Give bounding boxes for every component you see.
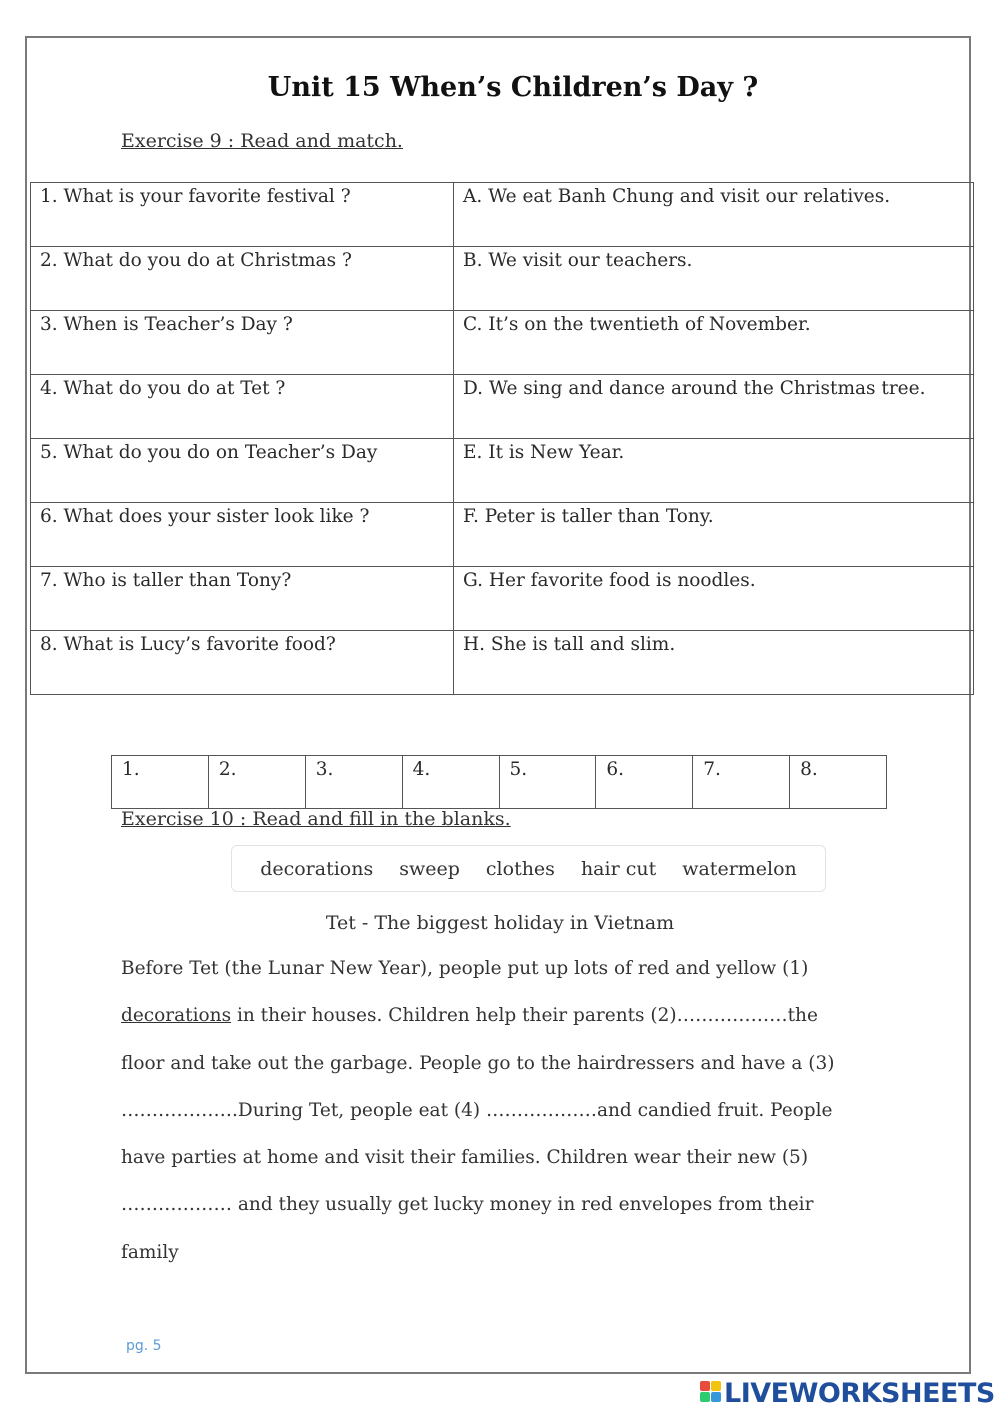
question-cell: 6. What does your sister look like ? <box>31 503 454 567</box>
answer-input-5[interactable]: 5. <box>499 756 596 809</box>
page-title: Unit 15 When’s Children’s Day ? <box>267 72 759 103</box>
match-table <box>30 182 974 695</box>
word-bank <box>231 845 826 892</box>
question-cell: 5. What do you do on Teacher’s Day <box>31 439 454 503</box>
answer-input-1[interactable]: 1. <box>112 756 209 809</box>
answer-input-6[interactable]: 6. <box>596 756 693 809</box>
word-bank-item: hair cut <box>580 857 657 880</box>
table-row <box>31 311 974 375</box>
answer-option-cell: G. Her favorite food is noodles. <box>454 567 974 631</box>
passage-line: have parties at home and visit their families. Children wear their new (5) <box>121 1147 809 1169</box>
liveworksheets-logo[interactable] <box>700 1378 995 1408</box>
answer-input-8[interactable]: 8. <box>790 756 887 809</box>
exercise-10-heading: Exercise 10 : Read and fill in the blanks. <box>121 808 511 830</box>
answer-option-cell: B. We visit our teachers. <box>454 247 974 311</box>
table-row <box>31 375 974 439</box>
passage-title: Tet - The biggest holiday in Vietnam <box>325 912 675 934</box>
question-cell: 8. What is Lucy’s favorite food? <box>31 631 454 695</box>
table-row <box>31 439 974 503</box>
question-cell: 1. What is your favorite festival ? <box>31 183 454 247</box>
exercise-9-heading: Exercise 9 : Read and match. <box>121 130 403 152</box>
answer-option-cell: D. We sing and dance around the Christmas tree. <box>454 375 974 439</box>
answer-option-cell: H. She is tall and slim. <box>454 631 974 695</box>
page-number: pg. 5 <box>126 1338 162 1354</box>
word-bank-item: watermelon <box>682 857 797 880</box>
passage-line: Before Tet (the Lunar New Year), people put up lots of red and yellow (1) <box>121 958 809 979</box>
answer-input-4[interactable]: 4. <box>402 756 499 809</box>
passage-line: ……………… and they usually get lucky money in red envelopes from their <box>121 1194 814 1216</box>
question-cell: 3. When is Teacher’s Day ? <box>31 311 454 375</box>
passage-line-text: in their houses. Children help their parents (2)………………the <box>231 1005 818 1027</box>
passage-line: family <box>121 1241 179 1263</box>
logo-text: LIVEWORKSHEETS <box>724 1377 995 1409</box>
table-row <box>31 567 974 631</box>
word-bank-item: clothes <box>485 857 555 880</box>
answer-grid <box>111 755 887 809</box>
answer-input-3[interactable]: 3. <box>305 756 402 809</box>
table-row <box>31 631 974 695</box>
word-bank-item: decorations <box>260 857 374 880</box>
passage-line: ……………….During Tet, people eat (4) ………………and candied fruit. People <box>121 1099 833 1121</box>
passage <box>121 945 901 1276</box>
question-cell: 2. What do you do at Christmas ? <box>31 247 454 311</box>
answer-option-cell: A. We eat Banh Chung and visit our relatives. <box>454 183 974 247</box>
example-answer: decorations <box>121 1005 232 1027</box>
logo-icon <box>700 1381 722 1405</box>
question-cell: 4. What do you do at Tet ? <box>31 375 454 439</box>
passage-line: floor and take out the garbage. People go to the hairdressers and have a (3) <box>121 1052 835 1074</box>
table-row <box>31 183 974 247</box>
question-cell: 7. Who is taller than Tony? <box>31 567 454 631</box>
passage-line <box>121 992 901 1039</box>
answer-option-cell: F. Peter is taller than Tony. <box>454 503 974 567</box>
table-row <box>31 247 974 311</box>
answer-input-2[interactable]: 2. <box>208 756 305 809</box>
word-bank-item: sweep <box>399 857 460 880</box>
table-row <box>31 503 974 567</box>
answer-input-7[interactable]: 7. <box>693 756 790 809</box>
answer-option-cell: E. It is New Year. <box>454 439 974 503</box>
answer-option-cell: C. It’s on the twentieth of November. <box>454 311 974 375</box>
